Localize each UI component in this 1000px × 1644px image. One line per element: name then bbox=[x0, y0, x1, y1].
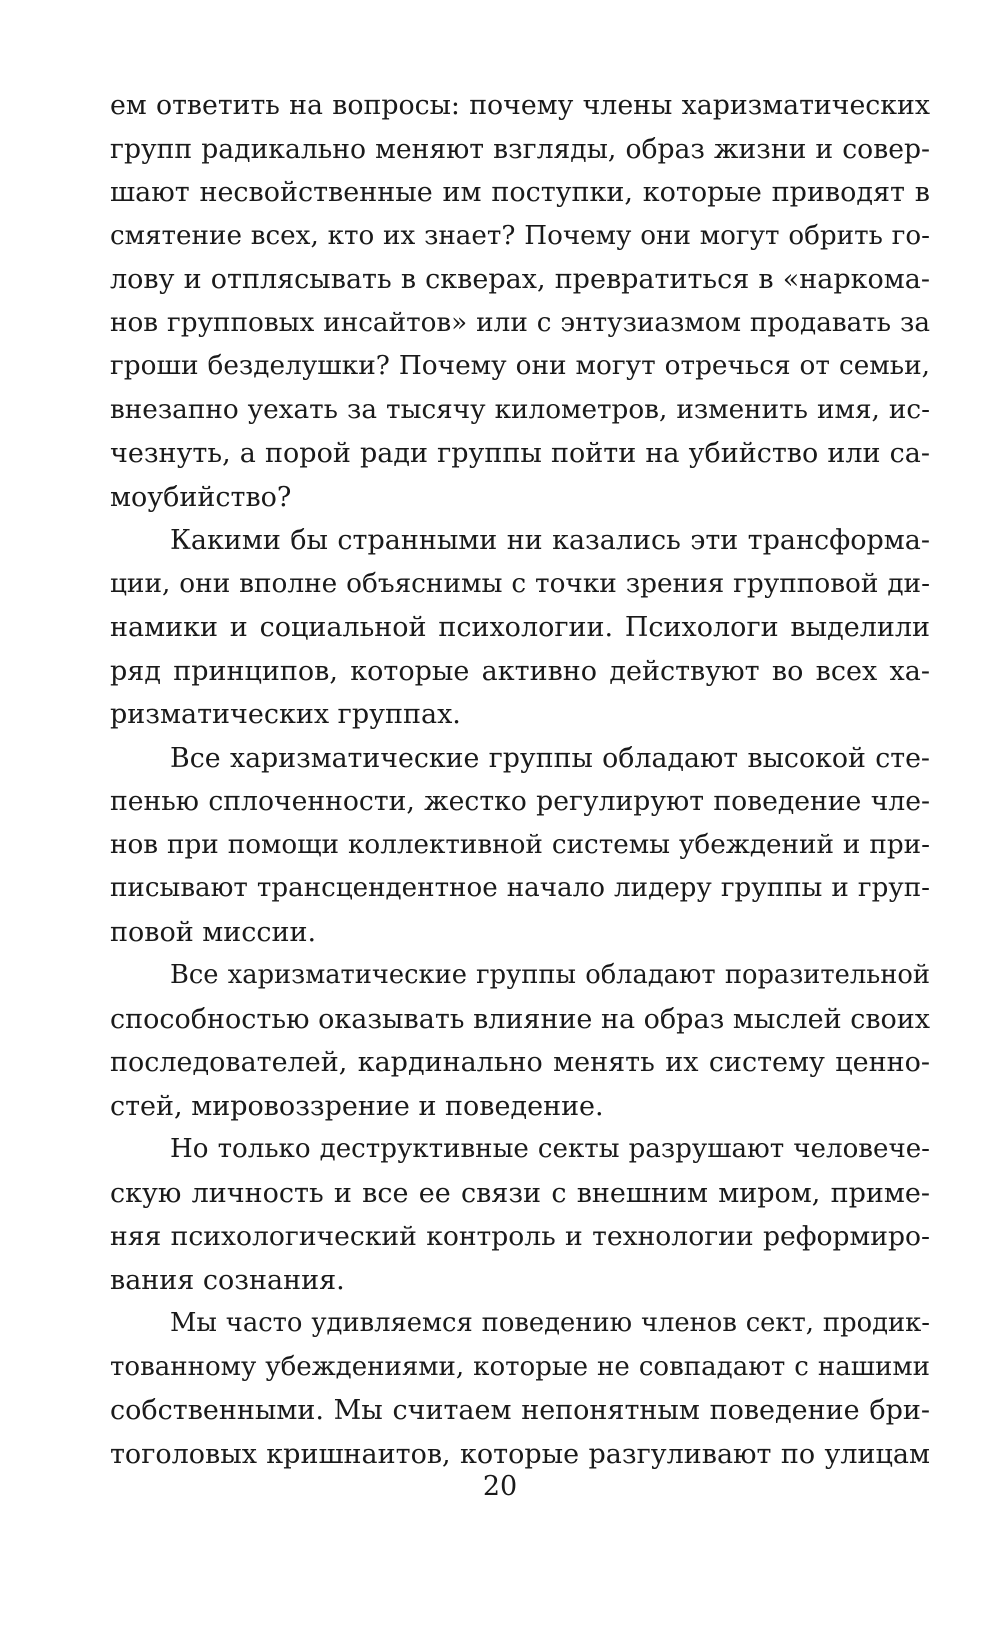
text-line: тованному убеждениями, которые не совпадают с нашими bbox=[110, 1351, 930, 1382]
text-line: Какими бы странными ни казались эти трансформа- bbox=[170, 525, 930, 556]
paragraph-6 bbox=[110, 1302, 930, 1476]
text-line: групп радикально меняют взгляды, образ жизни и совер- bbox=[110, 133, 930, 165]
text-line: гроши безделушки? Почему они могут отречься от семьи, bbox=[110, 351, 930, 381]
text-line: смятение всех, кто их знает? Почему они могут обрить го- bbox=[110, 220, 930, 251]
text-line: ряд принципов, которые активно действуют во всех ха- bbox=[110, 655, 930, 687]
text-line: внезапно уехать за тысячу километров, изменить имя, ис- bbox=[110, 394, 930, 425]
page-body-text bbox=[110, 84, 930, 1476]
text-line: ем ответить на вопросы: почему члены харизматических bbox=[110, 90, 930, 121]
text-line: вания сознания. bbox=[110, 1264, 345, 1296]
paragraph-1 bbox=[110, 84, 930, 519]
text-line: нов групповых инсайтов» или с энтузиазмом продавать за bbox=[110, 307, 930, 338]
text-line: чезнуть, а порой ради группы пойти на убийство или са- bbox=[110, 438, 930, 469]
page-number: 20 bbox=[482, 1471, 518, 1502]
paragraph-3 bbox=[110, 737, 930, 955]
text-line: тоголовых кришнаитов, которые разгуливают по улицам bbox=[110, 1438, 930, 1470]
text-line: Все харизматические группы обладают высокой сте- bbox=[170, 742, 930, 774]
text-line: скую личность и все ее связи с внешним миром, приме- bbox=[110, 1177, 930, 1209]
text-line: способностью оказывать влияние на образ мыслей своих bbox=[110, 1003, 930, 1035]
text-line: Но только деструктивные секты разрушают человече- bbox=[170, 1134, 930, 1164]
paragraph-5 bbox=[110, 1128, 930, 1302]
text-line: Мы часто удивляемся поведению членов сект, продик- bbox=[170, 1308, 930, 1338]
text-line: стей, мировоззрение и поведение. bbox=[110, 1090, 604, 1122]
text-line: повой миссии. bbox=[110, 916, 317, 948]
text-line: моубийство? bbox=[110, 481, 292, 513]
paragraph-2 bbox=[110, 519, 930, 737]
text-line: собственными. Мы считаем непонятным поведение бри- bbox=[110, 1395, 930, 1426]
text-line: Все харизматические группы обладают поразительной bbox=[170, 960, 930, 990]
paragraph-4 bbox=[110, 954, 930, 1128]
text-line: ризматических группах. bbox=[110, 699, 461, 730]
text-line: намики и социальной психологии. Психологи выделили bbox=[110, 612, 930, 643]
text-line: пенью сплоченности, жестко регулируют поведение чле- bbox=[110, 786, 930, 817]
text-line: нов при помощи коллективной системы убеждений и при- bbox=[110, 829, 930, 860]
text-line: шают несвойственные им поступки, которые приводят в bbox=[110, 177, 930, 208]
text-line: писывают трансцендентное начало лидеру группы и груп- bbox=[110, 873, 930, 903]
text-line: лову и отплясывать в скверах, превратиться в «наркома- bbox=[110, 264, 930, 295]
text-line: ции, они вполне объяснимы с точки зрения групповой ди- bbox=[110, 568, 930, 599]
text-line: последователей, кардинально менять их систему ценно- bbox=[110, 1047, 930, 1078]
text-line: няя психологический контроль и технологии реформиро- bbox=[110, 1221, 930, 1252]
